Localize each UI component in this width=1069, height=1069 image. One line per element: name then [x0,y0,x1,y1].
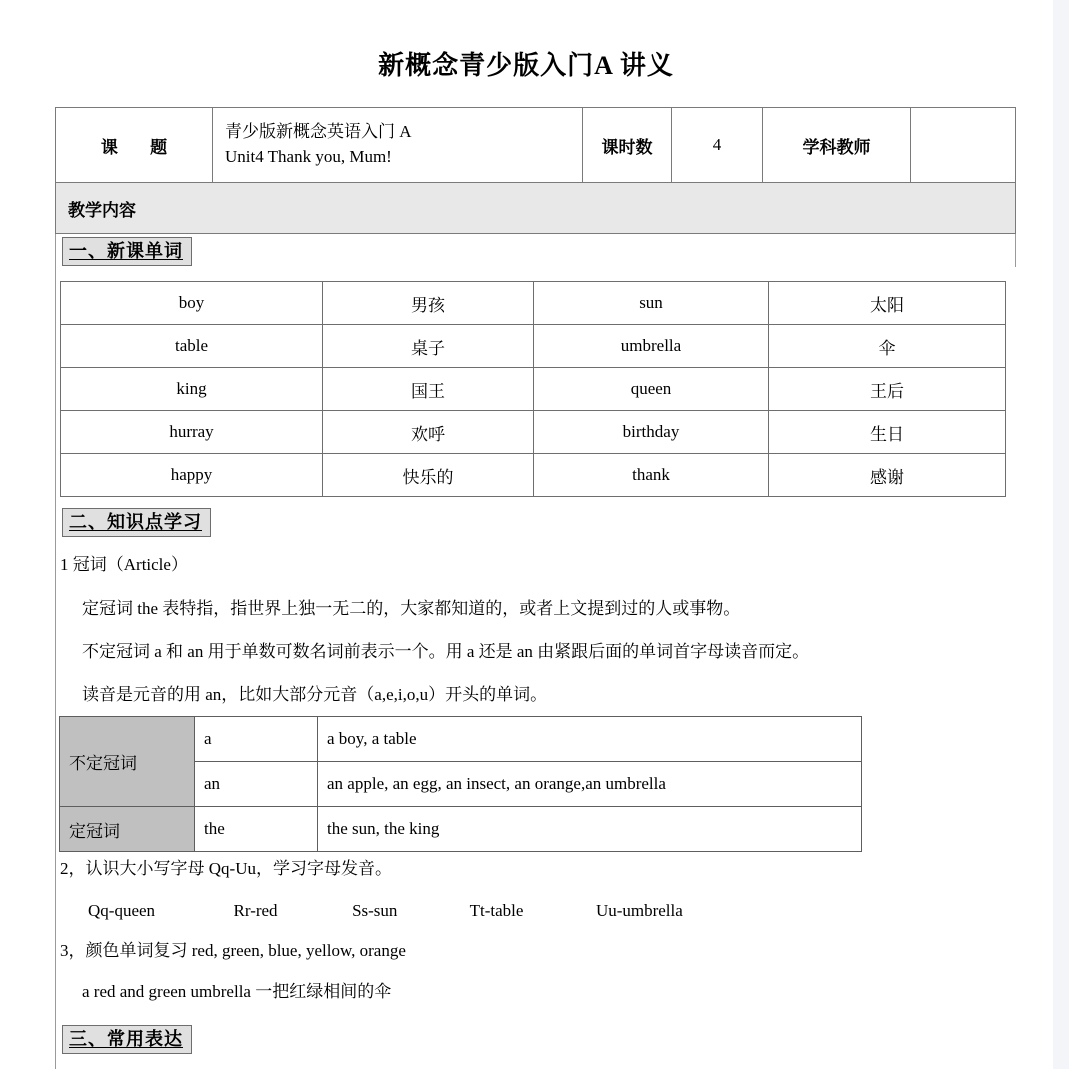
section-one-heading-wrap [62,237,192,266]
vocabulary-cell: 国王 [323,368,534,411]
article-item-title: 1 冠词（Article） [60,555,188,574]
article-the-examples: the sun, the king [318,807,862,852]
topic-line-2: Unit4 Thank you, Mum! [225,147,392,166]
section-two-heading-wrap [62,508,211,537]
vocabulary-cell: birthday [534,411,769,454]
definite-article-label: 定冠词 [60,807,195,852]
vocabulary-cell: sun [534,282,769,325]
lesson-header-table [55,107,1016,234]
table-row [61,325,1006,368]
section-two-heading: 二、知识点学习 [62,508,211,537]
section-three-heading: 三、常用表达 [62,1025,192,1054]
topic-line-1: 青少版新概念英语入门 A [225,122,412,142]
section-three-heading-wrap [62,1025,192,1054]
article-a-cell: a [195,717,318,762]
letter-word-ss: Ss-sun [352,901,398,920]
vocabulary-cell: hurray [61,411,323,454]
table-row [60,717,862,762]
vocabulary-cell: happy [61,454,323,497]
letter-word-uu: Uu-umbrella [595,901,683,920]
letter-word-rr: Rr-red [233,901,278,920]
vocabulary-cell: 太阳 [769,282,1006,325]
article-the-cell: the [195,807,318,852]
vocabulary-cell: 伞 [769,325,1006,368]
article-usage-table [59,716,862,852]
vocabulary-cell: umbrella [534,325,769,368]
vocabulary-table [60,281,1006,497]
article-an-cell: an [195,762,318,807]
article-an-examples: an apple, an egg, an insect, an orange,an umbrella [318,762,862,807]
article-paragraph-1: 定冠词 the 表特指，指世界上独一无二的，大家都知道的，或者上文提到过的人或事物。 [82,599,741,618]
letter-word-qq: Qq-queen [88,901,156,920]
vocabulary-cell: 快乐的 [323,454,534,497]
vocabulary-cell: thank [534,454,769,497]
article-paragraph-3: 读音是元音的用 an，比如大部分元音（a,e,i,o,u）开头的单词。 [82,685,548,704]
table-row [60,807,862,852]
vocabulary-cell: 王后 [769,368,1006,411]
table-row [61,411,1006,454]
indefinite-article-label: 不定冠词 [60,717,195,807]
topic-cell [213,108,583,183]
page-left-rule [55,107,56,1069]
letters-item-title: 2，认识大小写字母 Qq-Uu，学习字母发音。 [60,859,392,878]
article-paragraph-2: 不定冠词 a 和 an 用于单数可数名词前表示一个。用 a 还是 an 由紧跟后面的单词首字母读音而定。 [82,642,810,661]
page-title: 新概念青少版入门A 讲义 [378,51,674,80]
vocabulary-cell: 欢呼 [323,411,534,454]
hours-label-cell: 课时数 [583,108,672,183]
vertical-scrollbar[interactable] [1052,0,1069,1069]
vocabulary-cell: boy [61,282,323,325]
letter-word-tt: Tt-table [469,901,524,920]
teaching-content-cell: 教学内容 [56,183,1016,234]
table-row [61,454,1006,497]
colors-example-line: a red and green umbrella 一把红绿相间的伞 [82,982,392,1001]
vocabulary-cell: 桌子 [323,325,534,368]
table-row [56,108,1016,183]
vocabulary-cell: 生日 [769,411,1006,454]
teacher-label-cell: 学科教师 [763,108,911,183]
letters-row [88,899,683,923]
teacher-value-cell [911,108,1016,183]
table-row [56,183,1016,234]
subject-label-cell: 课 题 [56,108,213,183]
vocabulary-cell: king [61,368,323,411]
hours-value-cell: 4 [672,108,763,183]
vocabulary-cell: queen [534,368,769,411]
table-row [61,282,1006,325]
article-a-examples: a boy, a table [318,717,862,762]
section-one-heading: 一、新课单词 [62,237,192,266]
vocabulary-cell: 男孩 [323,282,534,325]
vocabulary-cell: 感谢 [769,454,1006,497]
vocabulary-cell: table [61,325,323,368]
table-row [61,368,1006,411]
colors-item-title: 3，颜色单词复习 red, green, blue, yellow, orange [60,941,406,960]
